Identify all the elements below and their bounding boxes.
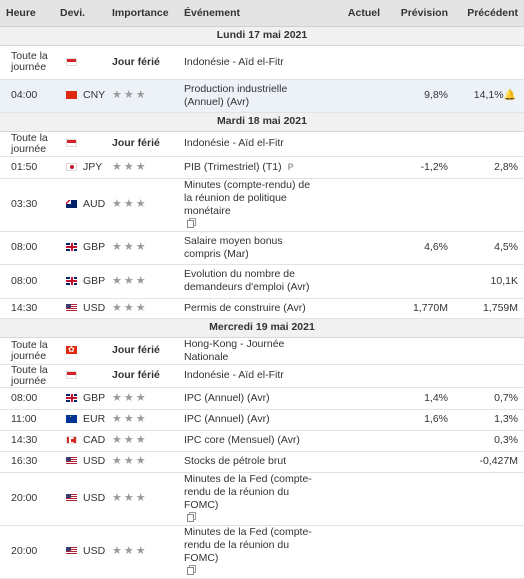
holiday-label: Jour férié — [112, 344, 160, 356]
event-time: 03:30 — [0, 178, 54, 231]
event-forecast — [386, 45, 454, 79]
col-header-event[interactable]: Événement — [178, 0, 326, 26]
event-actual — [326, 79, 386, 112]
event-previous — [454, 525, 524, 578]
event-name[interactable]: Minutes de la Fed (compte-rendu de la réunion du FOMC) — [184, 525, 312, 564]
flag-au-icon — [66, 200, 77, 208]
event-currency-cell — [54, 337, 106, 364]
event-actual — [326, 156, 386, 178]
event-name[interactable]: Minutes (compte-rendu) de la réunion de politique monétaire — [184, 178, 311, 217]
col-header-forecast[interactable]: Prévision — [386, 0, 454, 26]
event-forecast: 4,6% — [386, 231, 454, 264]
event-name-cell[interactable] — [178, 430, 326, 451]
event-forecast — [386, 131, 454, 156]
event-name-cell[interactable] — [178, 387, 326, 409]
event-name[interactable]: Production industrielle (Annuel) (Avr) — [184, 82, 288, 108]
header-row — [0, 0, 524, 26]
event-currency: CAD — [83, 434, 106, 446]
event-importance — [106, 451, 178, 472]
event-importance — [106, 156, 178, 178]
importance-stars-icon: ★★★ — [112, 455, 148, 467]
importance-stars-icon: ★★★ — [112, 391, 148, 404]
importance-stars-icon: ★★★ — [112, 89, 148, 101]
event-row[interactable] — [0, 337, 524, 364]
preliminary-icon: P — [287, 161, 294, 172]
event-row[interactable] — [0, 178, 524, 231]
event-row[interactable] — [0, 472, 524, 525]
holiday-label: Jour férié — [112, 369, 160, 381]
event-actual — [326, 178, 386, 231]
event-actual — [326, 45, 386, 79]
holiday-label: Jour férié — [112, 137, 160, 149]
event-name[interactable]: IPC (Annuel) (Avr) — [184, 391, 270, 404]
event-row[interactable] — [0, 131, 524, 156]
event-name-cell[interactable] — [178, 472, 326, 525]
flag-cn-icon — [66, 91, 77, 99]
event-forecast: -1,2% — [386, 156, 454, 178]
event-importance — [106, 525, 178, 578]
flag-gb-icon — [66, 394, 77, 402]
event-previous — [454, 337, 524, 364]
col-header-previous[interactable]: Précédent — [454, 0, 524, 26]
event-importance — [106, 337, 178, 364]
event-currency-cell — [54, 156, 106, 178]
event-forecast: 1,6% — [386, 409, 454, 430]
event-time: 01:50 — [0, 156, 54, 178]
document-icon[interactable] — [187, 567, 194, 575]
event-previous: 4,5% — [454, 231, 524, 264]
flag-gb-icon — [66, 277, 77, 285]
event-currency: GBP — [83, 391, 106, 404]
holiday-label: Jour férié — [112, 55, 160, 68]
col-header-actual[interactable]: Actuel — [326, 0, 386, 26]
event-previous: 1,3% — [454, 409, 524, 430]
event-currency-cell — [54, 178, 106, 231]
event-importance — [106, 264, 178, 298]
importance-stars-icon: ★★★ — [112, 198, 148, 210]
event-forecast — [386, 451, 454, 472]
event-actual — [326, 231, 386, 264]
event-currency-cell — [54, 409, 106, 430]
importance-stars-icon: ★★★ — [112, 301, 148, 314]
event-name[interactable]: Indonésie - Aïd el-Fitr — [184, 137, 284, 149]
event-row[interactable] — [0, 430, 524, 451]
event-name-cell[interactable] — [178, 178, 326, 231]
event-row[interactable] — [0, 156, 524, 178]
flag-jp-icon — [66, 163, 77, 171]
event-forecast: 1,770M — [386, 298, 454, 318]
event-row[interactable] — [0, 231, 524, 264]
event-row[interactable] — [0, 451, 524, 472]
event-actual — [326, 387, 386, 409]
event-currency: USD — [83, 545, 106, 557]
col-header-currency[interactable]: Devi. — [54, 0, 106, 26]
event-name[interactable]: PIB (Trimestriel) (T1) — [184, 160, 282, 173]
event-name-cell[interactable] — [178, 231, 326, 264]
event-name-cell[interactable] — [178, 131, 326, 156]
event-forecast — [386, 178, 454, 231]
importance-stars-icon: ★★★ — [112, 413, 148, 425]
importance-stars-icon: ★★★ — [112, 274, 148, 287]
event-row[interactable] — [0, 45, 524, 79]
flag-us-icon — [66, 304, 77, 312]
event-time: 14:30 — [0, 430, 54, 451]
event-currency-cell — [54, 131, 106, 156]
flag-eu-icon — [66, 415, 77, 423]
importance-stars-icon: ★★★ — [112, 434, 148, 446]
event-time: 08:00 — [0, 231, 54, 264]
event-previous — [454, 472, 524, 525]
event-name[interactable]: Salaire moyen bonus compris (Mar) — [184, 234, 283, 260]
event-currency-cell — [54, 45, 106, 79]
event-row[interactable] — [0, 264, 524, 298]
event-actual — [326, 409, 386, 430]
event-currency-cell — [54, 298, 106, 318]
event-previous — [454, 131, 524, 156]
flag-id-icon — [66, 371, 77, 379]
event-actual — [326, 264, 386, 298]
flag-gb-icon — [66, 243, 77, 251]
event-actual — [326, 430, 386, 451]
event-name-cell[interactable] — [178, 451, 326, 472]
event-currency-cell — [54, 231, 106, 264]
day-header-row — [0, 318, 524, 337]
event-currency-cell — [54, 472, 106, 525]
event-currency: AUD — [83, 198, 106, 210]
event-time: 11:00 — [0, 409, 54, 430]
event-importance — [106, 472, 178, 525]
col-header-time[interactable]: Heure — [0, 0, 54, 26]
importance-stars-icon: ★★★ — [112, 160, 148, 173]
event-currency-cell — [54, 364, 106, 387]
flag-us-icon — [66, 457, 77, 465]
event-name[interactable]: Minutes de la Fed (compte-rendu de la réunion du FOMC) — [184, 472, 312, 511]
event-currency-cell — [54, 264, 106, 298]
event-time: Toute la journée — [0, 45, 54, 79]
event-forecast: 9,8% — [386, 79, 454, 112]
flag-us-icon — [66, 494, 77, 502]
event-row[interactable] — [0, 298, 524, 318]
event-time: 14:30 — [0, 298, 54, 318]
event-forecast — [386, 472, 454, 525]
event-name[interactable]: Indonésie - Aïd el-Fitr — [184, 55, 284, 68]
event-currency: EUR — [83, 413, 106, 425]
event-name-cell[interactable] — [178, 79, 326, 112]
event-name[interactable]: IPC (Annuel) (Avr) — [184, 413, 270, 425]
event-time: 08:00 — [0, 387, 54, 409]
importance-stars-icon: ★★★ — [112, 545, 148, 557]
day-label: Mercredi 19 mai 2021 — [0, 318, 524, 337]
event-previous — [454, 45, 524, 79]
event-row[interactable] — [0, 409, 524, 430]
col-header-importance[interactable]: Importance — [106, 0, 178, 26]
event-forecast: 1,4% — [386, 387, 454, 409]
event-name[interactable]: Indonésie - Aïd el-Fitr — [184, 369, 284, 381]
event-actual — [326, 525, 386, 578]
flag-id-icon — [66, 58, 77, 66]
event-actual — [326, 364, 386, 387]
event-previous — [454, 178, 524, 231]
event-name-cell[interactable] — [178, 45, 326, 79]
event-time: 20:00 — [0, 525, 54, 578]
event-time: Toute la journée — [0, 337, 54, 364]
event-name-cell[interactable] — [178, 264, 326, 298]
flag-ca-icon — [66, 436, 77, 444]
event-name-cell[interactable] — [178, 409, 326, 430]
event-importance — [106, 45, 178, 79]
flag-hk-icon — [66, 346, 77, 354]
event-forecast — [386, 430, 454, 451]
event-row[interactable] — [0, 525, 524, 578]
day-header-row — [0, 112, 524, 131]
event-currency: JPY — [83, 160, 103, 173]
day-label: Mardi 18 mai 2021 — [0, 112, 524, 131]
event-row[interactable] — [0, 387, 524, 409]
importance-stars-icon: ★★★ — [112, 241, 148, 253]
event-forecast — [386, 525, 454, 578]
event-currency-cell — [54, 451, 106, 472]
day-label: Lundi 17 mai 2021 — [0, 26, 524, 45]
event-time: Toute la journée — [0, 364, 54, 387]
event-row[interactable] — [0, 364, 524, 387]
event-importance — [106, 178, 178, 231]
event-name-cell[interactable] — [178, 156, 326, 178]
event-forecast — [386, 264, 454, 298]
importance-stars-icon: ★★★ — [112, 492, 148, 504]
event-previous: 1,759M — [454, 298, 524, 318]
event-time: 08:00 — [0, 264, 54, 298]
event-currency-cell — [54, 387, 106, 409]
document-icon[interactable] — [187, 220, 194, 228]
document-icon[interactable] — [187, 514, 194, 522]
event-previous — [454, 79, 524, 112]
event-importance — [106, 298, 178, 318]
event-previous: 0,3% — [454, 430, 524, 451]
event-forecast — [386, 337, 454, 364]
event-previous: 0,7% — [454, 387, 524, 409]
event-previous-value: 14,1% — [473, 89, 504, 101]
event-currency-cell — [54, 79, 106, 112]
alert-bell-icon[interactable]: 🔔 — [503, 90, 516, 101]
event-time: Toute la journée — [0, 131, 54, 156]
event-currency-cell — [54, 525, 106, 578]
event-importance — [106, 364, 178, 387]
event-actual — [326, 298, 386, 318]
event-previous — [454, 364, 524, 387]
event-name[interactable]: Hong-Kong - Journée Nationale — [184, 337, 285, 363]
event-currency: CNY — [83, 89, 106, 101]
event-currency: USD — [83, 492, 106, 504]
event-previous: -0,427M — [454, 451, 524, 472]
event-actual — [326, 131, 386, 156]
event-name[interactable]: Evolution du nombre de demandeurs d'emploi (Avr) — [184, 268, 310, 293]
event-time: 20:00 — [0, 472, 54, 525]
event-name[interactable]: IPC core (Mensuel) (Avr) — [184, 434, 300, 446]
event-currency: USD — [83, 301, 106, 314]
event-name-cell[interactable] — [178, 364, 326, 387]
flag-id-icon — [66, 139, 77, 147]
event-currency: GBP — [83, 241, 106, 253]
event-actual — [326, 472, 386, 525]
day-header-row — [0, 26, 524, 45]
event-name[interactable]: Permis de construire (Avr) — [184, 301, 306, 314]
event-currency-cell — [54, 430, 106, 451]
event-name-cell[interactable] — [178, 337, 326, 364]
event-actual — [326, 337, 386, 364]
flag-us-icon — [66, 547, 77, 555]
event-actual — [326, 451, 386, 472]
event-currency: GBP — [83, 274, 106, 287]
event-name-cell[interactable] — [178, 298, 326, 318]
event-importance — [106, 409, 178, 430]
event-importance — [106, 79, 178, 112]
event-previous: 10,1K — [454, 264, 524, 298]
event-row[interactable] — [0, 79, 524, 112]
event-importance — [106, 231, 178, 264]
event-currency: USD — [83, 455, 106, 467]
event-name[interactable]: Stocks de pétrole brut — [184, 455, 287, 467]
event-name-cell[interactable] — [178, 525, 326, 578]
event-importance — [106, 387, 178, 409]
event-time: 16:30 — [0, 451, 54, 472]
event-time: 04:00 — [0, 79, 54, 112]
event-previous: 2,8% — [454, 156, 524, 178]
event-forecast — [386, 364, 454, 387]
event-importance — [106, 131, 178, 156]
event-importance — [106, 430, 178, 451]
